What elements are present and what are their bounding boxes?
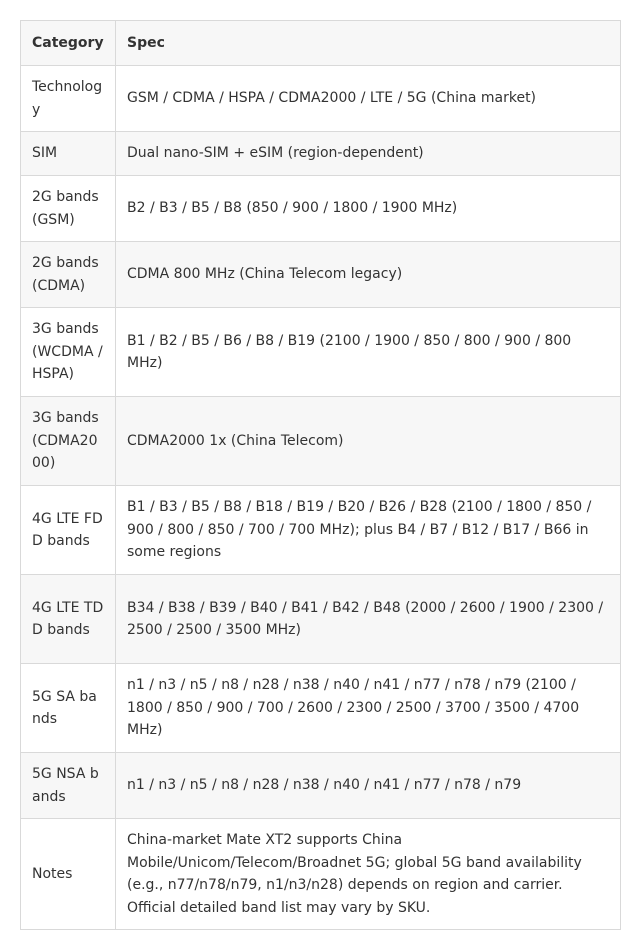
spec-table [20, 20, 621, 930]
spec-table-container [20, 20, 621, 930]
row-spec: n1 / n3 / n5 / n8 / n28 / n38 / n40 / n41 / n77 / n78 / n79 [116, 753, 621, 819]
row-category: 4G LTE FDD bands [21, 486, 116, 575]
row-spec: CDMA2000 1x (China Telecom) [116, 397, 621, 486]
table-row [21, 664, 621, 753]
table-row [21, 486, 621, 575]
row-category: 5G SA bands [21, 664, 116, 753]
row-spec: China-market Mate XT2 supports China Mobile/Unicom/Telecom/Broadnet 5G; global 5G band availability (e.g., n77/n78/n79, n1/n3/n28) depends on region and carrier. Official detailed band list may vary by SKU. [116, 819, 621, 930]
table-row [21, 132, 621, 176]
row-spec: CDMA 800 MHz (China Telecom legacy) [116, 242, 621, 308]
row-spec: n1 / n3 / n5 / n8 / n28 / n38 / n40 / n41 / n77 / n78 / n79 (2100 / 1800 / 850 / 900 / 700 / 2600 / 2300 / 2500 / 3700 / 3500 / 4700 MHz) [116, 664, 621, 753]
table-row [21, 753, 621, 819]
row-spec: B34 / B38 / B39 / B40 / B41 / B42 / B48 (2000 / 2600 / 1900 / 2300 / 2500 / 2500 / 3500 MHz) [116, 575, 621, 664]
row-spec: B2 / B3 / B5 / B8 (850 / 900 / 1800 / 1900 MHz) [116, 176, 621, 242]
row-spec: Dual nano-SIM + eSIM (region-dependent) [116, 132, 621, 176]
row-category: Technology [21, 66, 116, 132]
row-category: 4G LTE TDD bands [21, 575, 116, 664]
table-header-row [21, 21, 621, 66]
row-category: 2G bands (GSM) [21, 176, 116, 242]
row-category: 2G bands (CDMA) [21, 242, 116, 308]
row-category: 5G NSA bands [21, 753, 116, 819]
row-category: 3G bands (WCDMA /HSPA) [21, 308, 116, 397]
row-category: Notes [21, 819, 116, 930]
row-category: SIM [21, 132, 116, 176]
table-row [21, 575, 621, 664]
row-spec: B1 / B3 / B5 / B8 / B18 / B19 / B20 / B26 / B28 (2100 / 1800 / 850 / 900 / 800 / 850 / 700 / 700 MHz); plus B4 / B7 / B12 / B17 / B66 in some regions [116, 486, 621, 575]
column-header-spec: Spec [116, 21, 621, 66]
row-spec: B1 / B2 / B5 / B6 / B8 / B19 (2100 / 1900 / 850 / 800 / 900 / 800 MHz) [116, 308, 621, 397]
row-spec: GSM / CDMA / HSPA / CDMA2000 / LTE / 5G (China market) [116, 66, 621, 132]
column-header-category: Category [21, 21, 116, 66]
table-row [21, 66, 621, 132]
table-row [21, 308, 621, 397]
table-row [21, 819, 621, 930]
table-row [21, 242, 621, 308]
row-category: 3G bands (CDMA2000) [21, 397, 116, 486]
table-row [21, 397, 621, 486]
table-row [21, 176, 621, 242]
